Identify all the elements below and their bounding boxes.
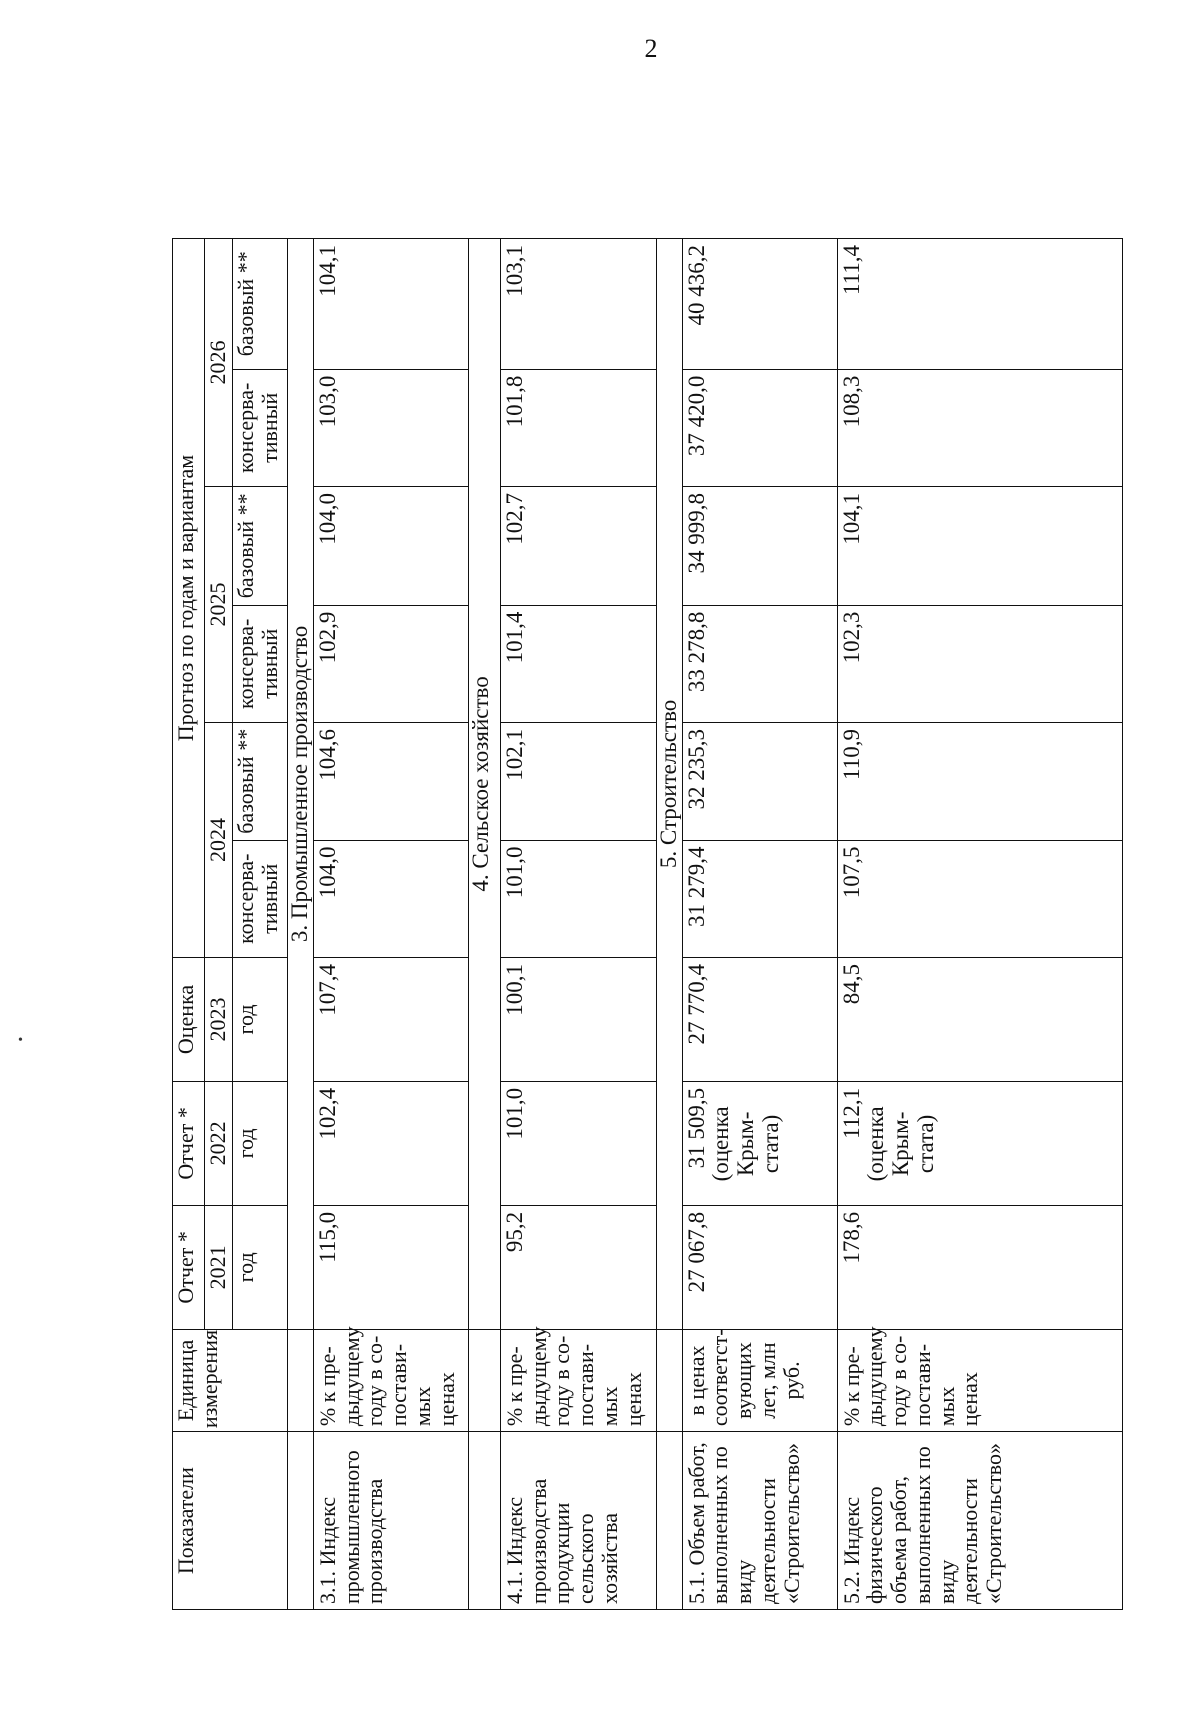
value-2023: 100,1 bbox=[500, 957, 656, 1081]
note-krymstat: (оценка Крым-стата) bbox=[708, 1106, 784, 1182]
value-2024-base: 32 235,3 bbox=[682, 723, 837, 840]
period-2021-header: год bbox=[233, 1205, 288, 1329]
value-2021: 27 067,8 bbox=[682, 1205, 837, 1329]
value-2026-base: 40 436,2 bbox=[682, 239, 837, 370]
year-2026-header: 2026 bbox=[205, 239, 233, 487]
year-2023-header: 2023 bbox=[205, 957, 233, 1081]
variant-conservative-header: консерва-тивный bbox=[233, 840, 288, 957]
row-unit: % к пре-дыдущему году в со-постави-мых ценах bbox=[500, 1329, 656, 1431]
section-blank-cell bbox=[656, 1329, 682, 1431]
section-blank-cell bbox=[468, 1329, 500, 1431]
row-unit: в ценах соответст-вующих лет, млн руб. bbox=[682, 1329, 837, 1431]
value-2022: 112,1 bbox=[838, 1087, 864, 1139]
value-2026-conservative: 103,0 bbox=[313, 369, 468, 486]
forecast-group-header: Прогноз по годам и вариантам bbox=[173, 239, 205, 958]
value-2026-base: 111,4 bbox=[837, 239, 1122, 370]
value-2022-cell bbox=[837, 1081, 1122, 1205]
value-2021: 178,6 bbox=[837, 1205, 1122, 1329]
value-2024-base: 104,6 bbox=[313, 723, 468, 840]
value-2025-conservative: 102,3 bbox=[837, 605, 1122, 722]
year-2021-header: 2021 bbox=[205, 1205, 233, 1329]
value-2025-base: 102,7 bbox=[500, 487, 656, 606]
report-2022-header: Отчет * bbox=[173, 1081, 205, 1205]
section-title: 3. Промышленное производство bbox=[288, 239, 314, 1330]
section-blank-cell bbox=[656, 1432, 682, 1610]
value-2026-conservative: 101,8 bbox=[500, 369, 656, 486]
variant-base-header: базовый ** bbox=[233, 487, 288, 606]
value-2023: 27 770,4 bbox=[682, 957, 837, 1081]
value-2025-conservative: 101,4 bbox=[500, 605, 656, 722]
value-2024-conservative: 31 279,4 bbox=[682, 840, 837, 957]
year-2024-header: 2024 bbox=[205, 723, 233, 958]
year-2025-header: 2025 bbox=[205, 487, 233, 723]
variant-conservative-header: консерва-тивный bbox=[233, 369, 288, 486]
value-2026-base: 103,1 bbox=[500, 239, 656, 370]
value-2025-conservative: 102,9 bbox=[313, 605, 468, 722]
period-2022-header: год bbox=[233, 1081, 288, 1205]
value-2025-base: 104,0 bbox=[313, 487, 468, 606]
value-2022: 102,4 bbox=[313, 1081, 468, 1205]
indicators-header: Показатели bbox=[173, 1432, 288, 1610]
value-2024-base: 110,9 bbox=[837, 723, 1122, 840]
forecast-table-container bbox=[172, 238, 1118, 1610]
value-2022: 101,0 bbox=[500, 1081, 656, 1205]
stray-mark: • bbox=[18, 1033, 23, 1048]
section-title: 5. Строительство bbox=[656, 239, 682, 1330]
value-2023: 84,5 bbox=[837, 957, 1122, 1081]
value-2023: 107,4 bbox=[313, 957, 468, 1081]
variant-base-header: базовый ** bbox=[233, 723, 288, 840]
row-name: 5.1. Объем работ, выполненных по виду деятельности «Строительство» bbox=[682, 1432, 837, 1610]
section-blank-cell bbox=[288, 1329, 314, 1431]
value-2026-base: 104,1 bbox=[313, 239, 468, 370]
variant-base-header: базовый ** bbox=[233, 239, 288, 370]
value-2022-cell bbox=[682, 1081, 837, 1205]
section-title: 4. Сельское хозяйство bbox=[468, 239, 500, 1330]
page-number: 2 bbox=[644, 34, 658, 63]
value-2025-base: 34 999,8 bbox=[682, 487, 837, 606]
value-2025-base: 104,1 bbox=[837, 487, 1122, 606]
row-unit: % к пре-дыдущему году в со-постави-мых ценах bbox=[313, 1329, 468, 1431]
row-name: 3.1. Индекс промышленного производства bbox=[313, 1432, 468, 1610]
value-2025-conservative: 33 278,8 bbox=[682, 605, 837, 722]
value-2021: 115,0 bbox=[313, 1205, 468, 1329]
variant-conservative-header: консерва-тивный bbox=[233, 605, 288, 722]
row-unit: % к пре-дыдущему году в со-постави-мых ценах bbox=[837, 1329, 1122, 1431]
value-2021: 95,2 bbox=[500, 1205, 656, 1329]
row-name: 4.1. Индекс производства продукции сельского хозяйства bbox=[500, 1432, 656, 1610]
unit-header: Единица измерения bbox=[173, 1329, 288, 1431]
value-2024-conservative: 101,0 bbox=[500, 840, 656, 957]
note-krymstat: (оценка Крым-стата) bbox=[863, 1106, 939, 1182]
forecast-table bbox=[172, 238, 1123, 1610]
year-2022-header: 2022 bbox=[205, 1081, 233, 1205]
section-blank-cell bbox=[468, 1432, 500, 1610]
value-2026-conservative: 37 420,0 bbox=[682, 369, 837, 486]
section-blank-cell bbox=[288, 1432, 314, 1610]
estimate-2023-header: Оценка bbox=[173, 957, 205, 1081]
value-2024-base: 102,1 bbox=[500, 723, 656, 840]
report-2021-header: Отчет * bbox=[173, 1205, 205, 1329]
row-name: 5.2. Индекс физического объема работ, выполненных по виду деятельности «Строительство» bbox=[837, 1432, 1122, 1610]
value-2026-conservative: 108,3 bbox=[837, 369, 1122, 486]
period-2023-header: год bbox=[233, 957, 288, 1081]
value-2024-conservative: 104,0 bbox=[313, 840, 468, 957]
value-2022: 31 509,5 bbox=[683, 1087, 709, 1169]
value-2024-conservative: 107,5 bbox=[837, 840, 1122, 957]
